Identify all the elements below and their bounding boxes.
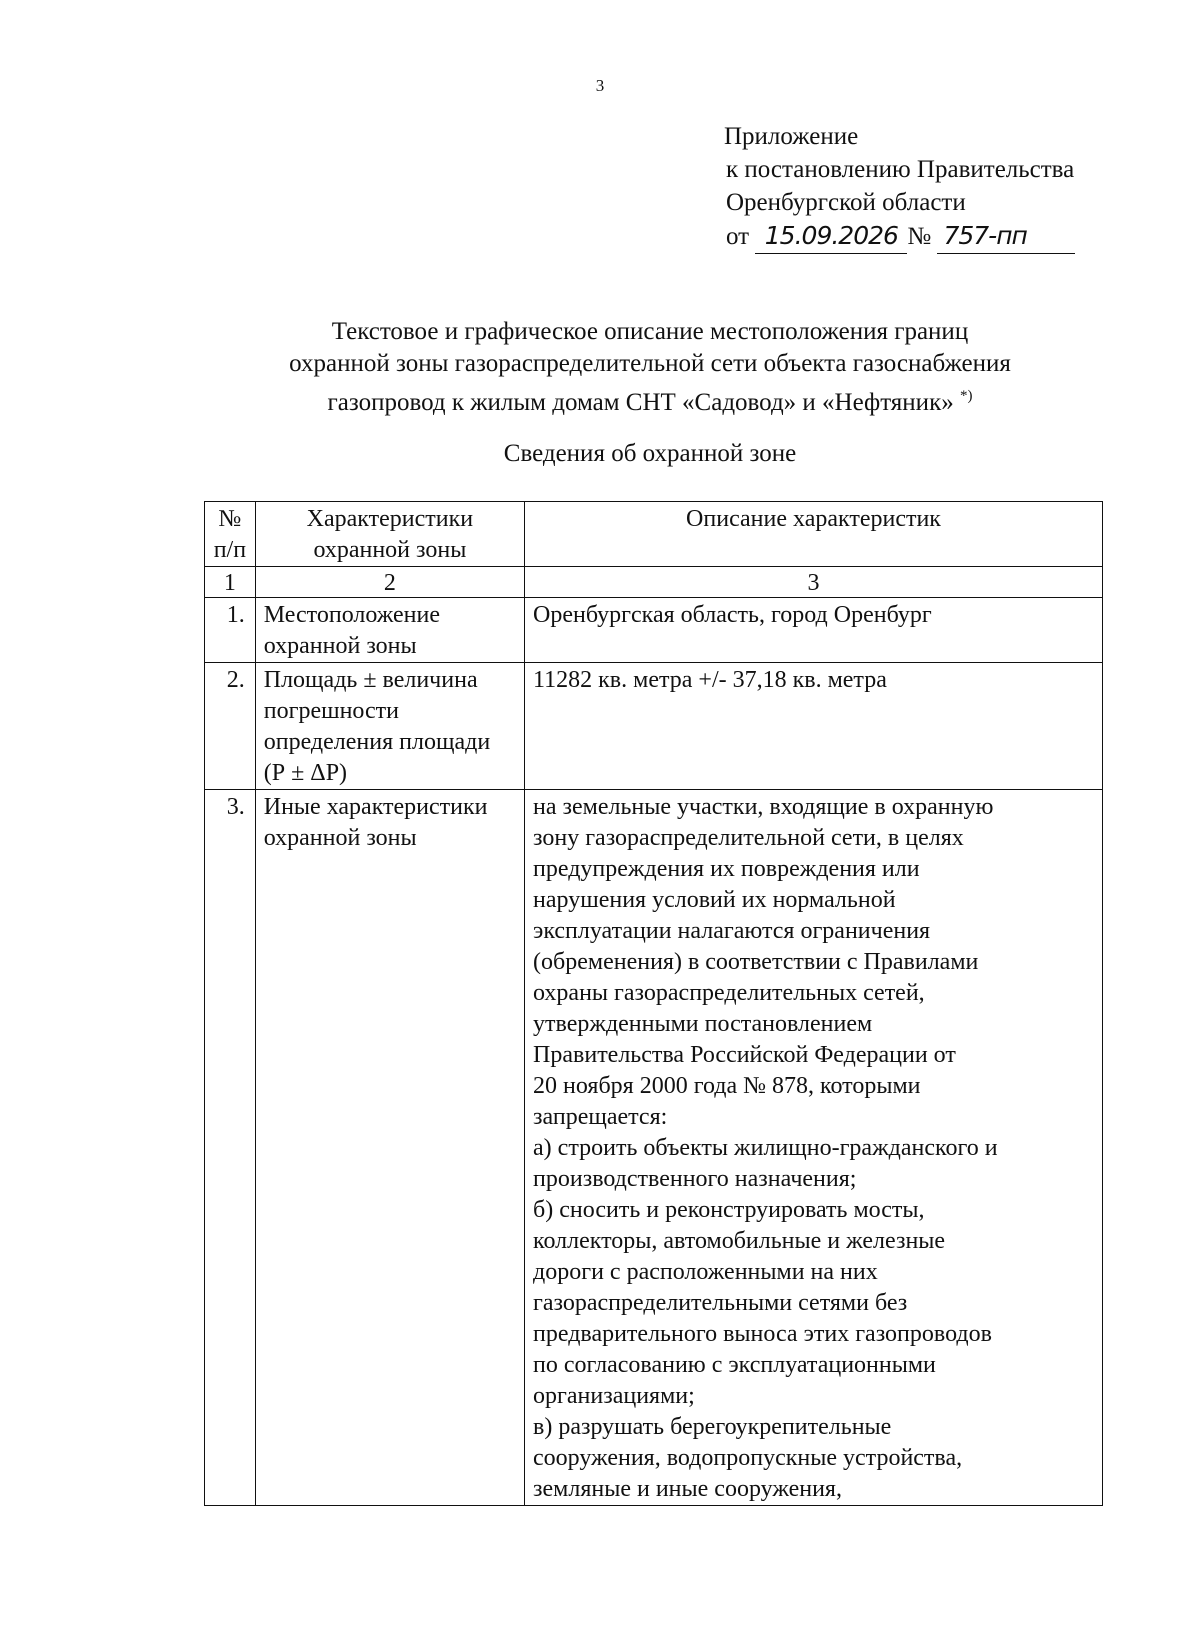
table-row bbox=[205, 790, 1103, 1506]
text-line: б) сносить и реконструировать мосты, bbox=[533, 1197, 925, 1223]
text-line: газораспределительными сетями без bbox=[533, 1290, 908, 1316]
text-line: Правительства Российской Федерации от bbox=[533, 1042, 956, 1068]
text-line: а) строить объекты жилищно-гражданского и bbox=[533, 1135, 998, 1161]
text-line: погрешности bbox=[263, 698, 399, 724]
row-index: 3. bbox=[205, 790, 256, 1506]
appendix-number-field bbox=[937, 219, 1075, 254]
text-line: зону газораспределительной сети, в целях bbox=[533, 825, 964, 851]
header-line: Характеристики bbox=[306, 506, 474, 532]
text-line: предупреждения их повреждения или bbox=[533, 856, 920, 882]
appendix-line-region: Оренбургской области bbox=[726, 189, 966, 216]
text-line: 20 ноября 2000 года № 878, которыми bbox=[533, 1073, 921, 1099]
appendix-number-sign: № bbox=[907, 223, 932, 250]
column-number-cell: 2 bbox=[255, 567, 524, 598]
row-index: 1. bbox=[205, 598, 256, 663]
column-number-cell: 3 bbox=[525, 567, 1103, 598]
text-line: дороги с расположенными на них bbox=[533, 1259, 878, 1285]
column-number-row bbox=[205, 567, 1103, 598]
text-line: производственного назначения; bbox=[533, 1166, 857, 1192]
text-line: Площадь ± величина bbox=[263, 667, 478, 693]
appendix-line-resolution: к постановлению Правительства bbox=[726, 156, 1075, 183]
text-line: земляные и иные сооружения, bbox=[533, 1476, 842, 1502]
header-line: охранной зоны bbox=[313, 537, 467, 563]
text-line: (Р ± ΔР) bbox=[263, 760, 348, 786]
header-cell-characteristics bbox=[255, 502, 524, 567]
header-cell-number bbox=[205, 502, 256, 567]
footnote-mark: *) bbox=[959, 388, 973, 404]
header-cell-description bbox=[525, 502, 1103, 567]
text-line: охранной зоны bbox=[263, 825, 417, 851]
header-line: Описание характеристик bbox=[686, 506, 941, 532]
document-title bbox=[0, 316, 1200, 419]
text-line: Местоположение bbox=[263, 602, 441, 628]
appendix-date-line bbox=[724, 219, 1075, 254]
row-description bbox=[525, 663, 1103, 790]
text-line: сооружения, водопропускные устройства, bbox=[533, 1445, 963, 1471]
text-line: охраны газораспределительных сетей, bbox=[533, 980, 925, 1006]
text-line: в) разрушать берегоукрепительные bbox=[533, 1414, 892, 1440]
appendix-date: 15.09.2026 bbox=[764, 221, 898, 250]
header-line: п/п bbox=[213, 537, 247, 563]
text-line: организациями; bbox=[533, 1383, 695, 1409]
text-line: утвержденными постановлением bbox=[533, 1011, 873, 1037]
row-description bbox=[525, 790, 1103, 1506]
text-line: охранной зоны bbox=[263, 633, 417, 659]
title-line-3-wrap bbox=[0, 380, 1200, 419]
appendix-from-prefix: от bbox=[726, 223, 750, 250]
title-line-3: газопровод к жилым домам СНТ «Садовод» и «Нефтяник» bbox=[327, 389, 954, 416]
text-line: 11282 кв. метра +/- 37,18 кв. метра bbox=[533, 667, 887, 693]
text-line: Иные характеристики bbox=[263, 794, 488, 820]
row-characteristic bbox=[255, 598, 524, 663]
row-index: 2. bbox=[205, 663, 256, 790]
appendix-title: Приложение bbox=[724, 123, 859, 150]
title-line-1: Текстовое и графическое описание местоположения границ bbox=[331, 318, 969, 345]
appendix-number: 757-пп bbox=[943, 221, 1027, 250]
column-number-cell: 1 bbox=[205, 567, 256, 598]
table-header-row bbox=[205, 502, 1103, 567]
row-characteristic bbox=[255, 663, 524, 790]
text-line: по согласованию с эксплуатационными bbox=[533, 1352, 936, 1378]
section-subtitle: Сведения об охранной зоне bbox=[503, 440, 797, 467]
title-line-2: охранной зоны газораспределительной сети объекта газоснабжения bbox=[289, 350, 1011, 377]
appendix-date-field bbox=[755, 219, 907, 254]
text-line: эксплуатации налагаются ограничения bbox=[533, 918, 931, 944]
header-line: № bbox=[218, 506, 242, 532]
text-line: коллекторы, автомобильные и железные bbox=[533, 1228, 946, 1254]
text-line: предварительного выноса этих газопроводов bbox=[533, 1321, 992, 1347]
table-row bbox=[205, 598, 1103, 663]
page-number: 3 bbox=[595, 76, 605, 95]
text-line: запрещается: bbox=[533, 1104, 668, 1130]
text-line: нарушения условий их нормальной bbox=[533, 887, 896, 913]
text-line: (обременения) в соответствии с Правилами bbox=[533, 949, 979, 975]
text-line: Оренбургская область, город Оренбург bbox=[533, 602, 932, 628]
zone-info-table bbox=[204, 501, 1103, 1506]
row-characteristic bbox=[255, 790, 524, 1506]
text-line: определения площади bbox=[263, 729, 491, 755]
table-row bbox=[205, 663, 1103, 790]
text-line: на земельные участки, входящие в охранную bbox=[533, 794, 994, 820]
appendix-block bbox=[724, 120, 1075, 254]
row-description bbox=[525, 598, 1103, 663]
